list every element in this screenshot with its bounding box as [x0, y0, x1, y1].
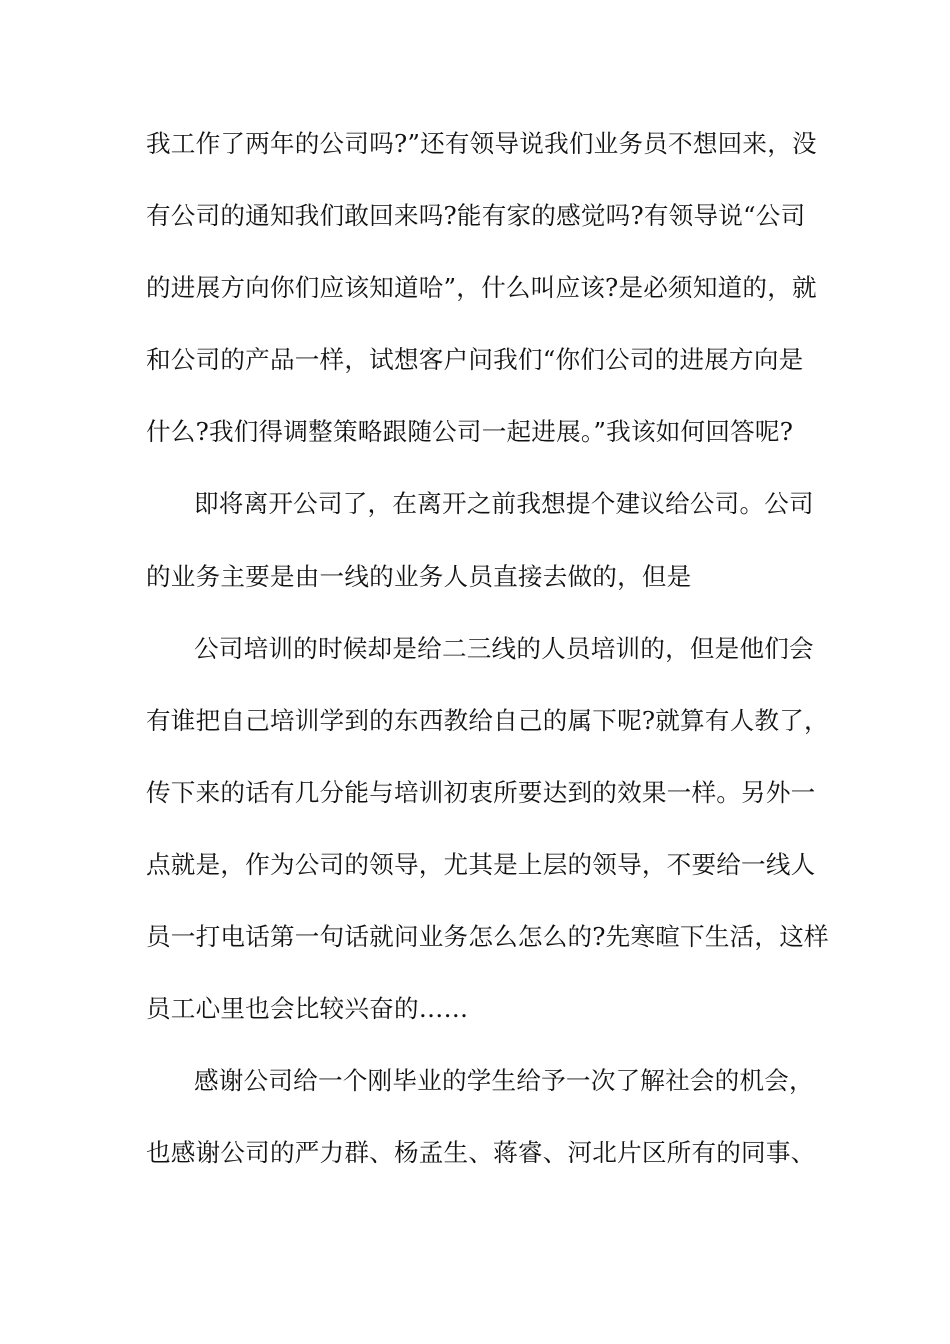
text-line-3: 的进展方向你们应该知道哈”，什么叫应该?是必须知道的，就	[146, 273, 817, 303]
text-line-13: 员工心里也会比较兴奋的……	[146, 994, 469, 1024]
text-line-7: 的业务主要是由一线的业务人员直接去做的，但是	[146, 561, 692, 591]
text-line-11: 点就是，作为公司的领导，尤其是上层的领导，不要给一线人	[146, 849, 816, 879]
document-body	[146, 129, 829, 1213]
text-line-2: 有公司的通知我们敢回来吗?能有家的感觉吗?有领导说“公司	[146, 201, 806, 231]
text-line-10: 传下来的话有几分能与培训初衷所要达到的效果一样。另外一	[146, 777, 816, 807]
text-line-15: 也感谢公司的严力群、杨孟生、蒋睿、河北片区所有的同事、	[146, 1138, 816, 1168]
text-line-12: 员一打电话第一句话就问业务怎么怎么的?先寒暄下生活，这样	[146, 922, 829, 952]
text-line-6: 即将离开公司了，在离开之前我想提个建议给公司。公司	[194, 489, 814, 519]
text-line-5: 什么?我们得调整策略跟随公司一起进展。”我该如何回答呢?	[146, 417, 794, 447]
text-line-4: 和公司的产品一样，试想客户问我们“你们公司的进展方向是	[146, 345, 804, 375]
text-line-14: 感谢公司给一个刚毕业的学生给予一次了解社会的机会，	[194, 1066, 814, 1096]
text-line-9: 有谁把自己培训学到的东西教给自己的属下呢?就算有人教了，	[146, 705, 829, 735]
text-line-8: 公司培训的时候却是给二三线的人员培训的，但是他们会	[194, 633, 814, 663]
text-line-1: 我工作了两年的公司吗?”还有领导说我们业务员不想回来，没	[146, 129, 817, 158]
